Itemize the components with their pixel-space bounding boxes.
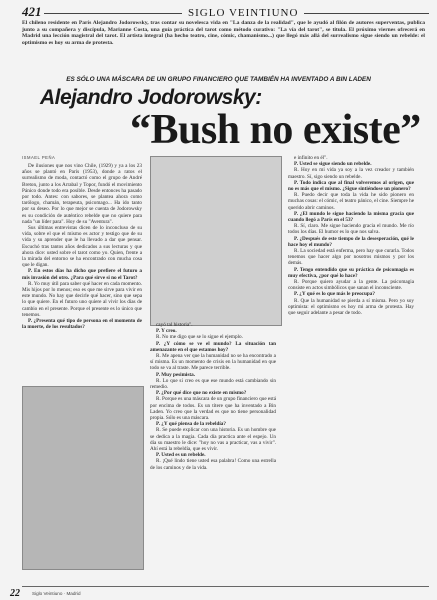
interview-question: P. ¿Y cómo se ve el mundo? La situación tan amenazante en el que estamos hoy? [150,340,276,353]
article-paragraph: R. Porque quiero ayudar a la gente. La psicomagia consiste en actos simbólicos que sanan el inconsciente. [288,279,414,292]
interview-question: P. ¿El mundo le sigue haciendo la misma gracia que cuando llegó a París en el 53? [288,210,414,224]
interview-question: P. ¿Después de este tiempo de la desesperación, qué le hace hoy el mundo? [288,235,414,248]
interview-question: P. ¿Y qué piensa de la rebeldía? [156,421,226,428]
article-paragraph: Sus últimas entrevistas dicen de lo inconcluso de su vida, sobre el que el mismo es actor y testigo que de su vida y su aprender que le ha llevado a dar que pensar. Escuchó tras tantos años dedicados a sus lecturas y que ahora dice: usted sobre el tarot como yo. Quien, frente a la mirada del entorno se ha encontrado con mucha cosa que le digan. [22,225,142,269]
interview-question: P. Muy pesimista. [156,371,196,378]
interview-question: P. Y creo. [156,328,177,335]
interview-question: P. Todo indica que al final volveremos al origen, que no es más que el mismo. ¿Sigue sintiéndose un pionero? [288,179,414,193]
interview-question: P. Tengo entendido que su práctica de psicomagia es muy efectiva, ¿por qué lo hace? [288,266,414,279]
article-paragraph: De ilusiones que nos vino Chile, (1929) y ya a los 23 años se plantó en París (1953), donde a ratos el surrealismo de moda, contactó como el grupo de André Breton, junto a los Arrabal y Topor, fundó el movimiento Pánico donde todo era posible. Desde entonces ha pasado por todo. Antes: con sabores, se plantea ahora como tarólogo, chamán, terapeuta, psicomago... Ha ido tanto por su deseo. Por lo que mejor se cuenta de Jodorowsky es su condición de auténtico rebelde que no quiere para nada "un líder para". Hoy de su "Aventura". [22,163,142,225]
article-paragraph: R. Lo que sí creo es que ese mundo está cambiando sin remedio. [150,377,276,391]
article-paragraph: R. Que la humanidad se pierda a sí misma. Pero yo soy optimista: el optimismo es hoy mi arma de protesta. Hay que seguir adelante a pesar de todo. [288,297,414,317]
page-number-top: 421 [22,4,42,19]
intro-paragraph [22,20,425,46]
article-paragraph: R. La sociedad está enferma, pero hay que curarla. Todos tenemos que hacer algo por nosotros mismos y por los demás. [288,248,414,267]
article-paragraph: R. ¡Qué lindo tiene usted esa palabra! Como una estrella de los caminos y de la vida. [150,458,276,471]
interview-question: P. ¿Presenta qué tipo de persona en el momento de la muerte, de los resultados? [22,318,142,331]
article-paragraph: R. Puedo decir que toda la vida he sido pionero en muchas cosas: el cómic, el teatro pánico, el cine. Siempre he querido abrir caminos. [288,192,414,211]
article-column-middle [150,322,276,471]
intro-text: El chileno residente en París Alejandro Jodorowsky, tras contar su novelesca vida en "La danza de la realidad", que le ayudó al filón de autores superventas, publica junto a su compañera y discípula, Marianne Costa, una guía práctica del tarot como método curativo: "La vía del tarot", se titula. El próximo viernes ofrecerá en Madrid una lección magistral del tarot. El artista integral (ha hecho teatro, cine, cómic, chamanismo...) que llegó más allá del surrealismo sigue siendo un rebelde: el optimismo es hoy su arma de protesta. [22,20,425,46]
photo-portrait-seated [150,156,282,326]
article-paragraph: cayó tal historia". [156,322,193,328]
page-header [22,4,429,20]
interview-question: P. En estos días ha dicho que prefiere el futuro a mis invasión del otro. ¿Para qué sirve si no el Tarot? [22,268,142,281]
article-column-left [22,163,142,330]
article-paragraph: R. Me apena ver que la humanidad no se ha encontrado a sí misma. Es un momento de crisis en la humanidad en que todo se va al traste. Me parece terrible. [150,353,276,372]
headline-title: “Bush no existe” [130,107,421,153]
section-name: SIGLO VEINTIUNO [182,7,304,19]
interview-question: P. Usted es un rebelde. [156,452,206,459]
article-column-right [288,155,414,316]
article-paragraph: R. Se puede explicar con una historia. Es un hombre que se dedica a la magia. Cada día practica ante el espejo. Un día su maestro le dice: "hoy no vas a practicar, vas a vivir". Ahí está la rebeldía, que es vivir. [150,427,276,453]
interview-question: P. ¿Y qué es lo que más le preocupa? [294,291,375,298]
article-paragraph: R. Hoy en mi vida ya soy a la vez creador y también maestro. Sí, sigo siendo un rebelde. [288,167,414,180]
article-paragraph: R. Yo muy útil para saber qué hacer en cada momento. Mis hijos por lo menos; eso es que me sirve para vivir en este mundo. No hay que decirle qué hacer, sino que sepa lo que quiere. En el futuro uno quiere al vivir los días de cambio en el presente. Porque el presente es lo único que tenemos. [22,280,142,318]
article-paragraph: R. No me digo que se lo sigue el ejemplo. [156,334,243,341]
article-paragraph: e infinito en él". [294,155,328,161]
footer-rule [22,586,429,587]
page-number-bottom: 22 [10,588,20,599]
article-paragraph: R. Porque es una máscara de un grupo financiero que está por encima de todos. Es un títere que ha inventado a Bin Laden. Yo creo que la verdad es que no tiene personalidad propia. Sólo es una máscara. [150,396,276,422]
article-paragraph: R. Sí, claro. Me sigue haciendo gracia el mundo. Me río todos los días. El humor es lo que nos salva. [288,223,414,236]
interview-question: P. ¿Por qué dice que no existe en mismo? [156,390,247,397]
byline: ISMAEL PEÑA [22,155,56,160]
photo-portrait-window [22,386,144,570]
headline-kicker: ES SÓLO UNA MÁSCARA DE UN GRUPO FINANCIERO QUE TAMBIÉN HA INVENTADO A BIN LADEN [66,76,371,83]
footer-meta: Siglo Veintiuno · Madrid [32,591,81,596]
interview-question: P. Usted se sigue siendo un rebelde. [294,161,372,168]
headline-name: Alejandro Jodorowsky: [40,86,262,109]
